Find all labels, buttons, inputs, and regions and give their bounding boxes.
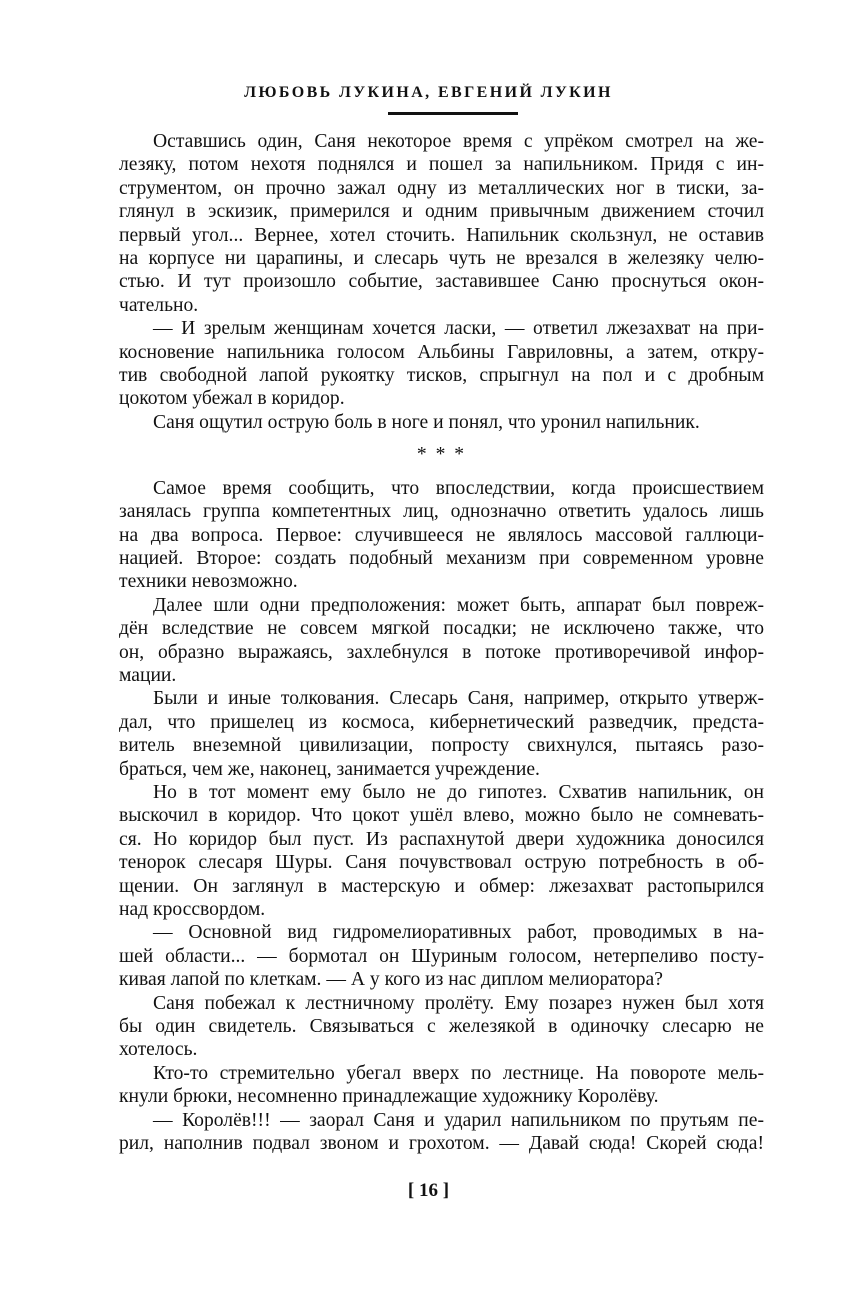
text-line: браться, чем же, наконец, занимается учреждение. — [119, 758, 540, 780]
text-line: — Основной вид гидромелиоративных работ, проводимых в на- — [153, 922, 764, 944]
text-line: Далее шли одни предположения: может быть, аппарат был повреж- — [153, 594, 764, 616]
text-line: струментом, он прочно зажал одну из металлических ног в тиски, за- — [119, 177, 764, 199]
text-line: шей области... — бормотал он Шуриным голосом, нетерпеливо посту- — [119, 945, 764, 967]
text-line: глянул в эскизик, примерился и одним привычным движением сточил — [119, 201, 764, 223]
text-line: стью. И тут произошло событие, заставившее Саню проснуться окон- — [119, 271, 764, 293]
text-line: витель внеземной цивилизации, попросту свихнулся, пытаясь разо- — [119, 735, 764, 757]
text-line: кнули брюки, несомненно принадлежащие художнику Королёву. — [119, 1086, 659, 1108]
text-line: Но в тот момент ему было не до гипотез. Схватив напильник, он — [153, 781, 764, 803]
text-line: Оставшись один, Саня некоторое время с упрёком смотрел на же- — [153, 131, 764, 152]
body-text — [119, 130, 764, 1155]
text-line: лезяку, потом нехотя поднялся и пошел за напильником. Придя с ин- — [119, 154, 764, 176]
text-line: первый угол... Вернее, хотел сточить. Напильник скользнул, не оставив — [119, 224, 764, 246]
text-line: рил, наполнив подвал звоном и грохотом. — Давай сюда! Скорей сюда! — [119, 1133, 764, 1155]
text-line: нацией. Второе: создать подобный механизм при современном уровне — [119, 547, 764, 569]
text-line: Кто-то стремительно убегал вверх по лестнице. На повороте мель- — [153, 1062, 764, 1084]
text-line: чательно. — [119, 294, 199, 316]
text-line: Были и иные толкования. Слесарь Саня, например, открыто утверж- — [153, 688, 764, 710]
page-number: [ 16 ] — [407, 1180, 450, 1201]
text-line: мации. — [119, 664, 177, 686]
header-rule — [388, 112, 518, 115]
text-line: щении. Он заглянул в мастерскую и обмер: лжезахват растопырился — [119, 875, 764, 897]
text-line: дал, что пришелец из космоса, кибернетический разведчик, предста- — [119, 711, 764, 733]
text-line: на корпусе ни царапины, и слесарь чуть не врезался в железяку челю- — [119, 248, 764, 270]
text-line: на два вопроса. Первое: случившееся не являлось массовой галлюци- — [119, 524, 764, 546]
text-line: дён вследствие не совсем мягкой посадки; не исключено также, что — [119, 618, 764, 640]
text-line: — И зрелым женщинам хочется ласки, — ответил лжезахват на при- — [153, 318, 764, 340]
text-line: тенорок слесаря Шуры. Саня почувствовал острую потребность в об- — [119, 852, 764, 874]
text-line: Самое время сообщить, что впоследствии, когда происшествием — [153, 477, 764, 499]
text-line: занялась группа компетентных лиц, однозначно ответить удалось лишь — [119, 501, 764, 523]
text-line: Саня ощутил острую боль в ноге и понял, что уронил напильник. — [153, 411, 700, 433]
text-line: он, образно выражаясь, захлебнулся в потоке противоречивой инфор- — [119, 641, 764, 663]
text-line: бы один свидетель. Связываться с железякой в одиночку слесарю не — [119, 1016, 764, 1038]
text-line: над кроссвордом. — [119, 899, 266, 920]
text-line: цокотом убежал в коридор. — [119, 388, 345, 410]
running-header: ЛЮБОВЬ ЛУКИНА, ЕВГЕНИЙ ЛУКИН — [244, 84, 613, 101]
text-line: тив свободной лапой рукоятку тисков, спрыгнул на пол и с дробным — [119, 365, 764, 387]
text-line: косновение напильника голосом Альбины Гавриловны, а затем, откру- — [119, 341, 764, 363]
text-line: — Королёв!!! — заорал Саня и ударил напильником по прутьям пе- — [153, 1109, 764, 1131]
text-line: хотелось. — [119, 1039, 198, 1061]
text-line: выскочил в коридор. Что цокот ушёл влево, можно было не сомневать- — [119, 805, 764, 827]
text-line: кивая лапой по клеткам. — А у кого из нас диплом мелиоратора? — [119, 969, 663, 991]
text-line: Саня побежал к лестничному пролёту. Ему позарез нужен был хотя — [153, 992, 764, 1014]
section-break: * * * — [416, 444, 467, 466]
text-line: ся. Но коридор был пуст. Из распахнутой двери художника доносился — [119, 828, 764, 850]
text-line: техники невозможно. — [119, 571, 298, 593]
